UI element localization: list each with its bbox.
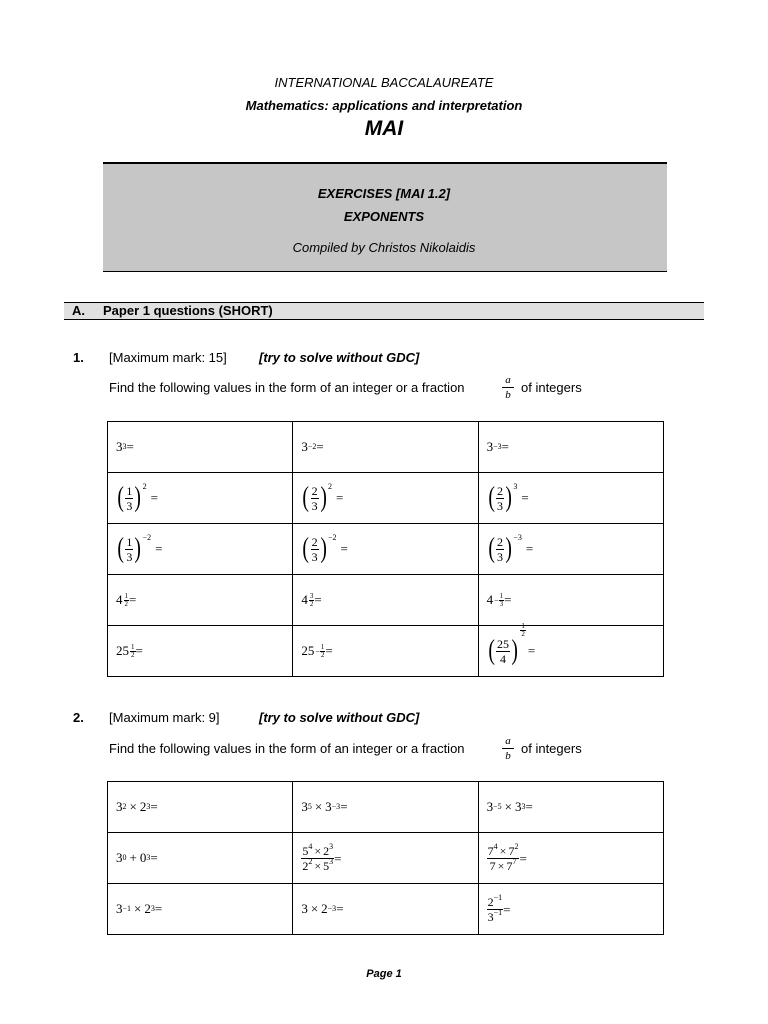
table-cell: 4 $\frac{3}{2}$ = (293, 575, 478, 626)
question-mark: [Maximum mark: 9] (109, 710, 220, 725)
table-cell: ( 1 3 ) −2 = (108, 524, 293, 575)
question-note: [try to solve without GDC] (259, 350, 420, 365)
topic-title: EXPONENTS (343, 209, 425, 224)
table-cell: $\frac{2^{-1}}{3^{-1}}$ = (478, 884, 663, 935)
table-cell: 3 0 + 0 3 = (108, 833, 293, 884)
table-cell: 25 − $\frac{1}{2}$ = (293, 626, 478, 677)
table-cell: ( 1 3 ) 2 = (108, 473, 293, 524)
table-cell: 3 5 × 3 −3 = (293, 782, 478, 833)
question-number: 2. (73, 710, 84, 725)
section-letter: A. (72, 303, 85, 318)
fraction-a: a (505, 735, 511, 747)
fraction-b: b (505, 750, 511, 762)
exercise-table-1 (107, 421, 664, 677)
question-text-end: of integers (521, 741, 582, 756)
table-cell: ( 25 4 ) $\frac{1}{2}$ = (478, 626, 663, 677)
exercise-table-2 (107, 781, 664, 935)
table-cell: ( 2 3 ) −3 = (478, 524, 663, 575)
fraction-a-over-b (502, 374, 514, 401)
table-cell: 3 × 2 −3 = (293, 884, 478, 935)
table-cell: 3 −5 × 3 3 = (478, 782, 663, 833)
question-text: Find the following values in the form of an integer or a fraction (109, 741, 465, 756)
table-cell: 4 $\frac{1}{2}$ = (108, 575, 293, 626)
table-cell: $\frac{7^4 \times 7^2}{7 \times 7^7}$ = (478, 833, 663, 884)
header-institution: INTERNATIONAL BACCALAUREATE (274, 75, 494, 90)
question-text: Find the following values in the form of an integer or a fraction (109, 380, 465, 395)
fraction-b: b (505, 389, 511, 401)
question-mark: [Maximum mark: 15] (109, 350, 227, 365)
table-cell: 3 3 = (108, 422, 293, 473)
question-note: [try to solve without GDC] (259, 710, 420, 725)
section-title: Paper 1 questions (SHORT) (103, 303, 273, 318)
question-number: 1. (73, 350, 84, 365)
table-cell: 3 −2 = (293, 422, 478, 473)
table-cell: 4 − $\frac{1}{3}$ = (478, 575, 663, 626)
question-text-end: of integers (521, 380, 582, 395)
fraction-a-over-b (502, 735, 514, 762)
exercises-title: EXERCISES [MAI 1.2] (317, 186, 451, 201)
page-number: Page 1 (366, 968, 402, 980)
table-cell: ( 2 3 ) −2 = (293, 524, 478, 575)
table-cell: 25 $\frac{1}{2}$ = (108, 626, 293, 677)
table-cell: 3 −1 × 2 3 = (108, 884, 293, 935)
table-cell: ( 2 3 ) 2 = (293, 473, 478, 524)
compiler-credit: Compiled by Christos Nikolaidis (292, 240, 476, 255)
table-cell: ( 2 3 ) 3 = (478, 473, 663, 524)
table-cell: 3 2 × 2 3 = (108, 782, 293, 833)
table-cell: $\frac{5^4 \times 2^3}{2^2 \times 5^3}$ = (293, 833, 478, 884)
table-cell: 3 −3 = (478, 422, 663, 473)
header-course: Mathematics: applications and interpretation (245, 98, 523, 113)
header-code: MAI (364, 117, 404, 140)
fraction-a: a (505, 374, 511, 386)
